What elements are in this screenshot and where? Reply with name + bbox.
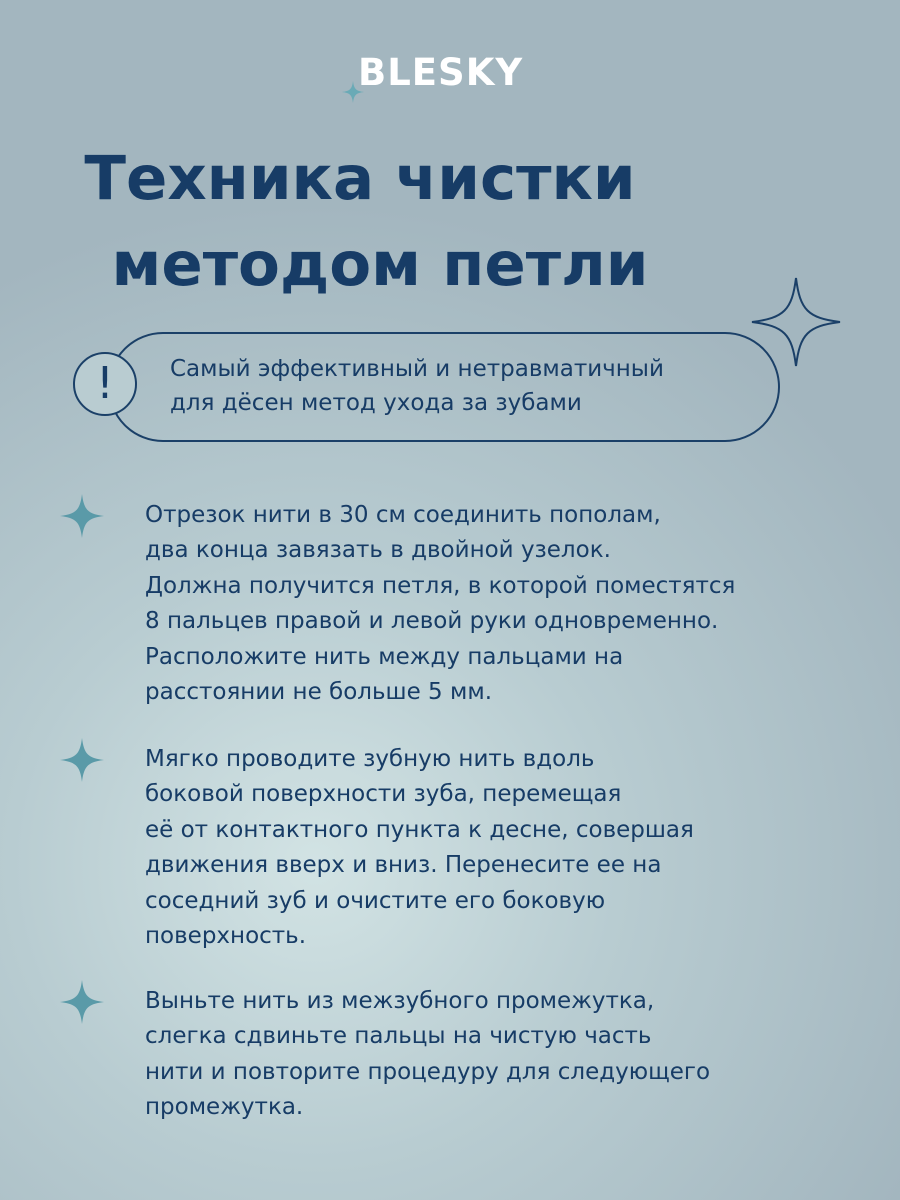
highlight-text [170, 352, 770, 420]
step-line: Должна получится петля, в которой поместятся [145, 572, 736, 599]
exclamation-icon [73, 352, 137, 416]
step-line: Выньте нить из межзубного промежутка, [145, 988, 655, 1014]
step-3-text [145, 984, 845, 1126]
step-line: 8 пальцев правой и левой руки одновременно. [145, 608, 719, 635]
step-line: нити и повторите процедуру для следующего [145, 1058, 711, 1085]
sparkle-icon [60, 980, 104, 1024]
step-line: расстоянии не больше 5 мм. [145, 679, 493, 706]
step-line: движения вверх и вниз. Перенесите ее на [145, 852, 662, 879]
sparkle-icon [60, 738, 104, 782]
step-line: Отрезок нити в 30 см соединить пополам, [145, 502, 661, 528]
step-line: боковой поверхности зуба, перемещая [145, 781, 622, 808]
step-line: поверхность. [145, 923, 307, 950]
title-line-2: методом петли [111, 229, 649, 300]
brand-logo [340, 50, 560, 106]
exclamation-mark: ! [96, 358, 114, 409]
highlight-line: для дёсен метод ухода за зубами [170, 390, 582, 416]
step-line: промежутка. [145, 1094, 304, 1121]
step-line: Расположите нить между пальцами на [145, 643, 624, 670]
step-line: два конца завязать в двойной узелок. [145, 537, 611, 564]
page-title [0, 136, 720, 308]
step-2-text [145, 742, 845, 954]
sparkle-icon [60, 494, 104, 538]
brand-name: BLESKY [358, 51, 524, 94]
step-line: Мягко проводите зубную нить вдоль [145, 746, 595, 772]
title-line-1: Техника чистки [84, 143, 636, 214]
step-line: её от контактного пункта к десне, совершая [145, 816, 694, 843]
step-line: слегка сдвиньте пальцы на чистую часть [145, 1023, 652, 1050]
step-1-text [145, 498, 845, 710]
step-line: соседний зуб и очистите его боковую [145, 887, 606, 914]
highlight-line: Самый эффективный и нетравматичный [170, 356, 664, 382]
